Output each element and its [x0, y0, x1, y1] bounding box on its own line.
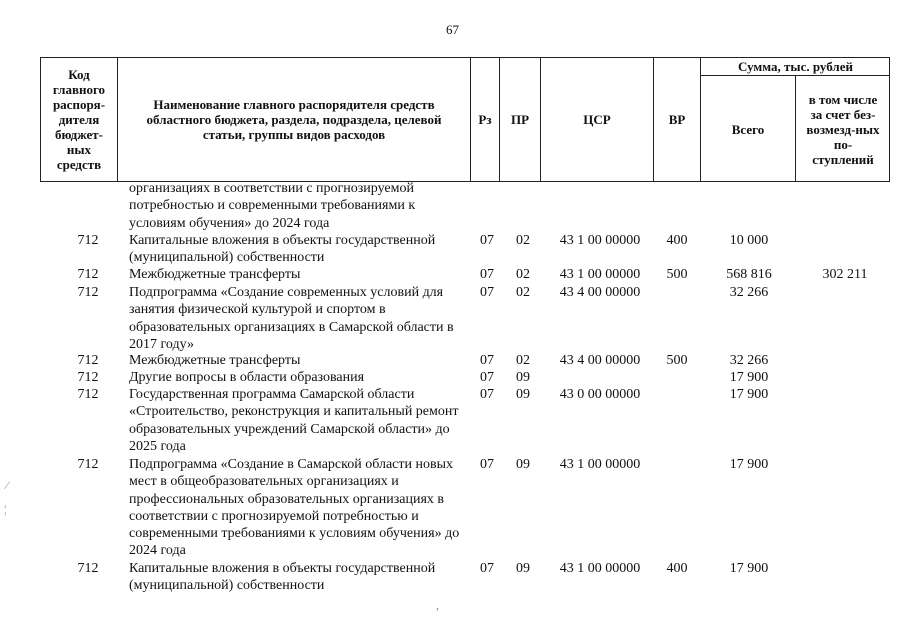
row-code: 712 — [77, 457, 99, 472]
scan-artifact: ⁄ — [6, 478, 9, 492]
row-csr: 43 4 00 00000 — [559, 285, 641, 300]
row-vr: 400 — [666, 233, 688, 248]
row-rz: 07 — [480, 267, 494, 282]
row-total: 568 816 — [726, 267, 772, 282]
scan-artifact: , — [436, 598, 439, 612]
row-rz: 07 — [480, 561, 494, 576]
row-pr: 02 — [516, 233, 530, 248]
row-name: Другие вопросы в области образования — [129, 370, 365, 385]
row-rz: 07 — [480, 353, 494, 368]
row-total: 32 266 — [729, 285, 769, 300]
row-rz: 07 — [480, 387, 494, 402]
row-csr: 43 0 00 00000 — [559, 387, 641, 402]
row-rz: 07 — [480, 233, 494, 248]
row-total: 32 266 — [729, 353, 769, 368]
row-code: 712 — [77, 370, 99, 385]
row-name: Подпрограмма «Создание современных условий для занятия физической культурой и спортом в образовательных организациях в Самарской области в 2017 году» — [129, 285, 454, 352]
row-pr: 09 — [516, 561, 530, 576]
row-pr: 02 — [516, 267, 530, 282]
header-csr: ЦСР — [583, 112, 611, 127]
row-total: 17 900 — [729, 457, 769, 472]
row-total: 17 900 — [729, 387, 769, 402]
header-pr: ПР — [510, 112, 530, 127]
row-csr: 43 1 00 00000 — [559, 267, 641, 282]
row-code: 712 — [77, 267, 99, 282]
row-code: 712 — [77, 285, 99, 300]
row-total: 10 000 — [729, 233, 769, 248]
row-code: 712 — [77, 387, 99, 402]
row-code: 712 — [77, 233, 99, 248]
row-pr: 02 — [516, 353, 530, 368]
row-vr: 500 — [666, 267, 688, 282]
page-number: 67 — [446, 22, 459, 37]
row-grants: 302 211 — [822, 267, 868, 282]
header-code: Код главного распоря-дителя бюджет-ных средств — [52, 67, 106, 172]
row-vr: 400 — [666, 561, 688, 576]
row-name: организациях в соответствии с прогнозируемой потребностью и современными требованиями к условиям обучения» до 2024 года — [129, 181, 416, 231]
row-rz: 07 — [480, 285, 494, 300]
row-name: Капитальные вложения в объекты государственной (муниципальной) собственности — [129, 233, 436, 266]
row-rz: 07 — [480, 370, 494, 385]
row-code: 712 — [77, 353, 99, 368]
row-name: Государственная программа Самарской области «Строительство, реконструкция и капитальный ремонт образовательных учреждений Самарской области» до 2025 года — [129, 387, 459, 454]
header-grants: в том числе за счет без-возмезд-ных по-ступлений — [806, 91, 880, 167]
scan-artifact: ¦ — [4, 502, 7, 516]
header-sum: Сумма, тыс. рублей — [738, 59, 853, 74]
row-vr: 500 — [666, 353, 688, 368]
header-total: Всего — [731, 121, 765, 137]
row-name: Капитальные вложения в объекты государственной (муниципальной) собственности — [129, 561, 436, 594]
row-total: 17 900 — [729, 370, 769, 385]
row-pr: 09 — [516, 457, 530, 472]
row-csr: 43 1 00 00000 — [559, 233, 641, 248]
row-pr: 09 — [516, 370, 530, 385]
row-csr: 43 1 00 00000 — [559, 457, 641, 472]
row-csr: 43 1 00 00000 — [559, 561, 641, 576]
row-rz: 07 — [480, 457, 494, 472]
row-pr: 09 — [516, 387, 530, 402]
row-name: Межбюджетные трансферты — [129, 267, 301, 282]
header-vr: ВР — [668, 112, 686, 127]
row-name: Подпрограмма «Создание в Самарской области новых мест в общеобразовательных организациях и профессиональных образовательных организациях в соответствии с прогнозируемой потребностью и современными требованиями к условиям обучения» до 2024 года — [129, 457, 460, 559]
row-csr: 43 4 00 00000 — [559, 353, 641, 368]
row-name: Межбюджетные трансферты — [129, 353, 301, 368]
row-code: 712 — [77, 561, 99, 576]
header-rz: Рз — [478, 112, 492, 127]
row-pr: 02 — [516, 285, 530, 300]
header-name: Наименование главного распорядителя средств областного бюджета, раздела, подраздела, целевой статьи, группы видов расходов — [146, 97, 442, 142]
row-total: 17 900 — [729, 561, 769, 576]
